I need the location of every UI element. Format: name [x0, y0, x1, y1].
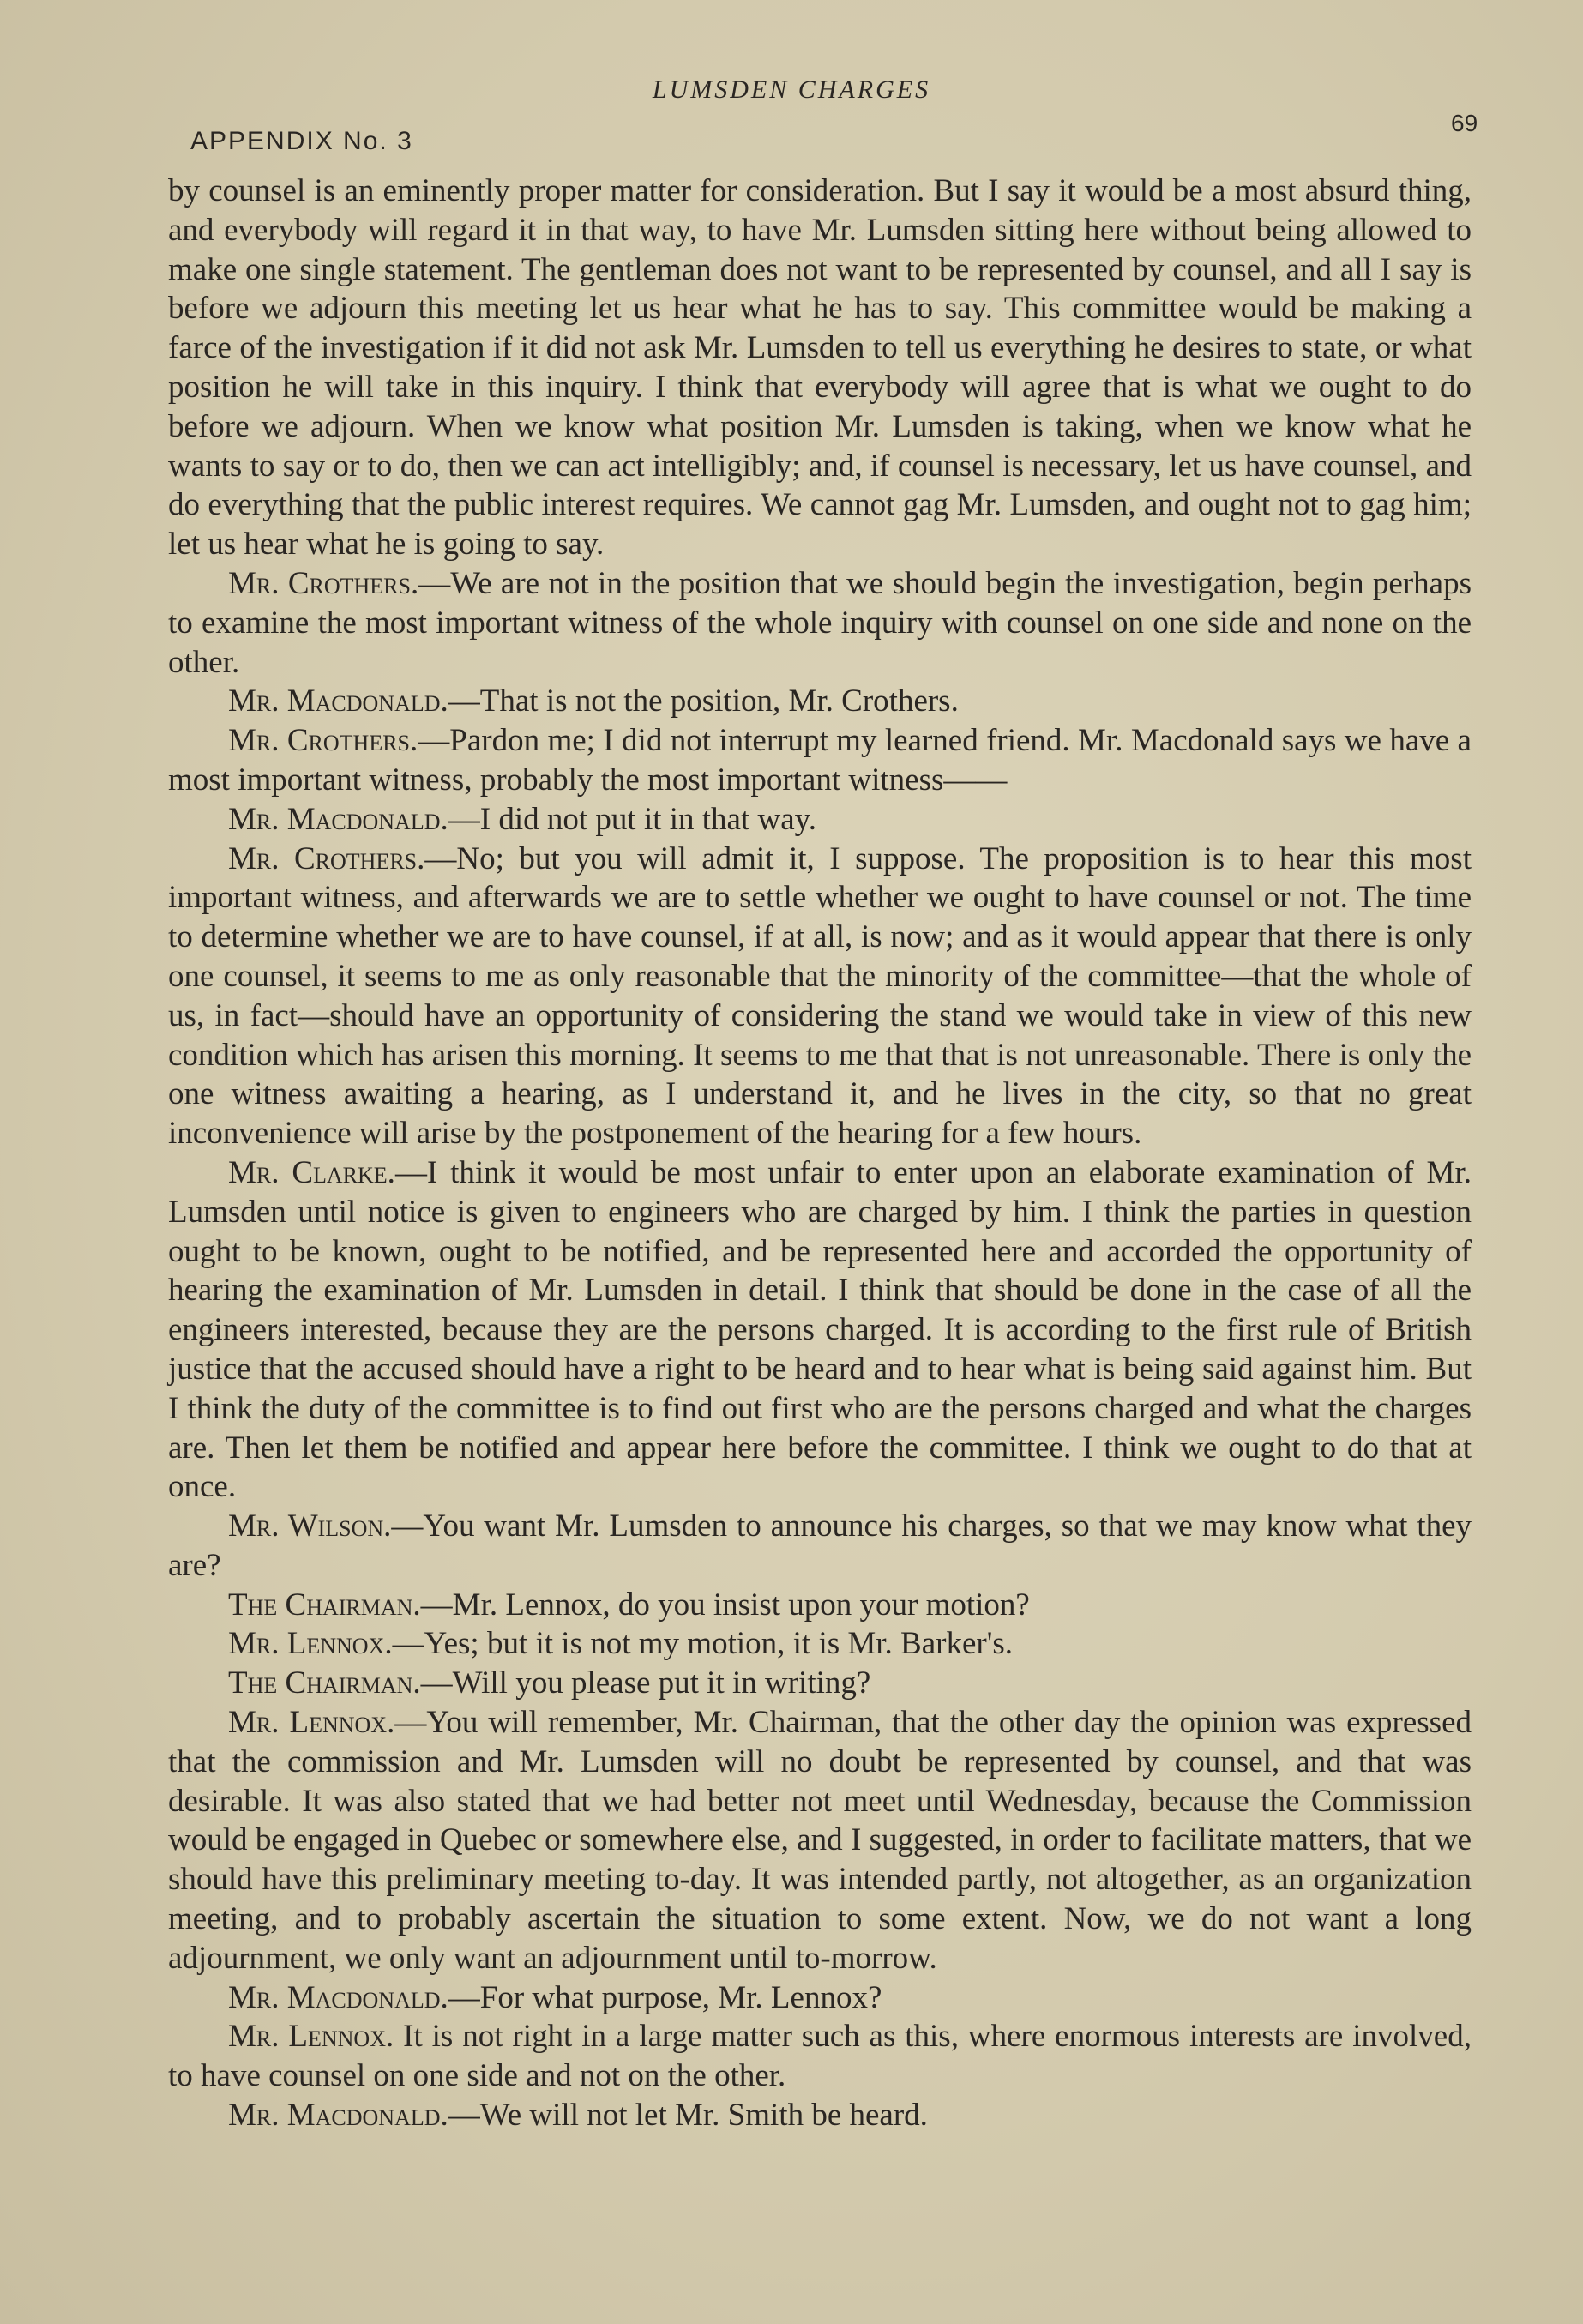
speech-paragraph: [168, 1153, 1472, 1507]
speech-text: —For what purpose, Mr. Lennox?: [448, 1979, 882, 2015]
appendix-label: APPENDIX No. 3: [190, 127, 413, 155]
speaker-name: Mr. Crothers.: [228, 723, 418, 759]
document-body: [168, 172, 1472, 2135]
speech-text: —We are not in the position that we should begin the investigation, begin perhaps to examine the most important witness of the whole inquiry with counsel on one side and none on the other.: [168, 565, 1472, 680]
speech-text: —I think it would be most unfair to enter upon an elaborate examination of Mr. Lumsden until notice is given to engineers who are charged by him. I think the parties in question ought to be known, ought to be notified, and be represented here and accorded the opportunity of hearing the examination of Mr. Lumsden in detail. I think that should be done in the case of all the engineers interested, because they are the persons charged. It is according to the first rule of British justice that the accused should have a right to be heard and to hear what is being said against him. But I think the duty of the committee is to find out first who are the persons charged and what the charges are. Then let them be notified and appear here before the committee. I think we ought to do that at once.: [168, 1154, 1472, 1505]
speech-paragraph: [168, 800, 1472, 840]
speech-paragraph: [168, 1624, 1472, 1664]
speech-paragraph: [168, 1586, 1472, 1625]
speech-text: It is not right in a large matter such as this, where enormous interests are involved, to have counsel on one side and not on the other.: [168, 2019, 1472, 2094]
speaker-name: Mr. Macdonald.: [228, 683, 448, 719]
speaker-name: Mr. Crothers.: [228, 565, 419, 601]
speaker-name: Mr. Lennox.: [228, 2019, 394, 2055]
speech-paragraph: [168, 682, 1472, 721]
speech-text: —You will remember, Mr. Chairman, that the other day the opinion was expressed that the commission and Mr. Lumsden will no doubt be represented by counsel, and that was desirable. It was also stated that we had better not meet until Wednesday, because the Commission would be engaged in Quebec or somewhere else, and I suggested, in order to facilitate matters, that we should have this preliminary meeting to-day. It was intended partly, not altogether, as an organization meeting, and to probably ascertain the situation to some extent. Now, we do not want a long adjournment, we only want an adjournment until to-morrow.: [168, 1705, 1472, 1976]
speech-paragraph: [168, 1703, 1472, 1978]
speaker-name: Mr. Macdonald.: [228, 1979, 448, 2015]
speech-text: —You want Mr. Lumsden to announce his charges, so that we may know what they are?: [168, 1508, 1472, 1583]
page-number: 69: [1451, 110, 1478, 136]
speech-paragraph: [168, 1978, 1472, 2018]
speech-paragraph: [168, 1664, 1472, 1703]
speaker-name: The Chairman.: [228, 1665, 421, 1701]
speech-paragraph: [168, 2017, 1472, 2096]
speech-text: —No; but you will admit it, I suppose. The proposition is to hear this most important witness, and afterwards we are to settle whether we ought to have counsel or not. The time to determine whether we are to have counsel, if at all, is now; and as it would appear that there is only one counsel, it seems to me as only reasonable that the minority of the committee—that the whole of us, in fact—should have an opportunity of considering the stand we would take in view of this new condition which has arisen this morning. It seems to me that that is not unreasonable. There is only the one witness awaiting a hearing, as I understand it, and he lives in the city, so that no great inconvenience will arise by the postponement of the hearing for a few hours.: [168, 840, 1472, 1152]
speaker-name: Mr. Macdonald.: [228, 2098, 448, 2134]
paragraph-continued: [168, 172, 1472, 564]
speaker-name: Mr. Lennox.: [228, 1626, 393, 1662]
speech-paragraph: [168, 1507, 1472, 1586]
speaker-name: Mr. Clarke.: [228, 1154, 395, 1190]
speech-text: —Pardon me; I did not interrupt my learned friend. Mr. Macdonald says we have a most important witness, probably the most important witness——: [168, 723, 1472, 798]
speaker-name: Mr. Macdonald.: [228, 801, 448, 837]
speech-text: —Yes; but it is not my motion, it is Mr. Barker's.: [392, 1626, 1014, 1662]
speech-paragraph: [168, 2096, 1472, 2135]
speaker-name: The Chairman.: [228, 1586, 421, 1623]
speech-text: —That is not the position, Mr. Crothers.: [448, 683, 959, 719]
speaker-name: Mr. Crothers.: [228, 840, 425, 876]
running-title: LUMSDEN CHARGES: [652, 75, 931, 104]
speech-text: —I did not put it in that way.: [448, 801, 817, 837]
speech-paragraph: [168, 840, 1472, 1153]
speech-text: —Will you please put it in writing?: [420, 1665, 871, 1701]
speaker-name: Mr. Wilson.: [228, 1508, 392, 1544]
speech-text: —Mr. Lennox, do you insist upon your motion?: [420, 1586, 1030, 1623]
paragraph-text: by counsel is an eminently proper matter for consideration. But I say it would be a most absurd thing, and everybody will regard it in that way, to have Mr. Lumsden sitting here without being allowed to make one single statement. The gentleman does not want to be represented by counsel, and all I say is before we adjourn this meeting let us hear what he has to say. This committee would be making a farce of the investigation if it did not ask Mr. Lumsden to tell us everything he desires to state, or what position he will take in this inquiry. I think that everybody will agree that is what we ought to do before we adjourn. When we know what position Mr. Lumsden is taking, when we know what he wants to say or to do, then we can act intelligibly; and, if counsel is necessary, let us have counsel, and do everything that the public interest requires. We cannot gag Mr. Lumsden, and ought not to gag him; let us hear what he is going to say.: [168, 173, 1472, 563]
speaker-name: Mr. Lennox.: [228, 1705, 395, 1741]
speech-paragraph: [168, 564, 1472, 682]
speech-text: —We will not let Mr. Smith be heard.: [448, 2098, 928, 2134]
speech-paragraph: [168, 721, 1472, 800]
